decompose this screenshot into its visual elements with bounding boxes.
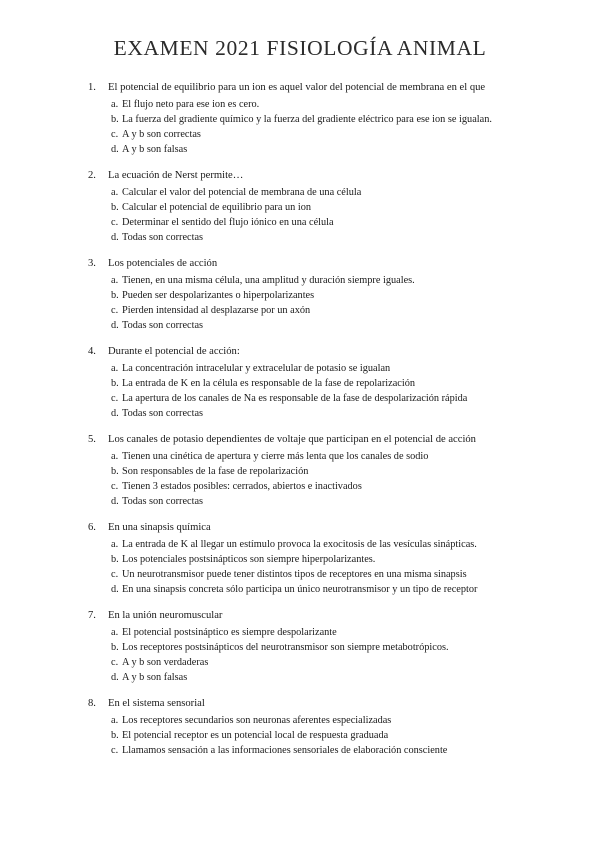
- option-text: Calcular el valor del potencial de membrana de una célula: [122, 187, 362, 198]
- question-number: 8.: [88, 698, 96, 709]
- option-letter: d.: [111, 584, 119, 595]
- page-title: EXAMEN 2021 FISIOLOGÍA ANIMAL: [113, 36, 487, 60]
- option-letter: c.: [111, 569, 119, 580]
- option-text: La fuerza del gradiente químico y la fuerza del gradiente eléctrico para ese ion se igualan.: [122, 114, 492, 125]
- question-item: [0, 522, 600, 610]
- option-text: A y b son verdaderas: [122, 657, 209, 668]
- option-text: El potencial postsináptico es siempre despolarizante: [122, 627, 337, 638]
- option-letter: c.: [111, 657, 119, 668]
- option-text: A y b son correctas: [122, 129, 201, 140]
- answer-option: [0, 144, 600, 159]
- answer-option: [0, 554, 600, 569]
- option-letter: d.: [111, 496, 119, 507]
- option-letter: b.: [111, 378, 119, 389]
- question-number: 3.: [88, 258, 96, 269]
- option-text: Un neurotransmisor puede tener distintos tipos de receptores en una misma sinapsis: [122, 569, 467, 580]
- question-text: En el sistema sensorial: [108, 698, 205, 709]
- question-header: [0, 698, 600, 713]
- question-header: [0, 346, 600, 361]
- option-text: Llamamos sensación a las informaciones sensoriales de elaboración consciente: [122, 745, 448, 756]
- answer-option: [0, 129, 600, 144]
- option-text: Tienen 3 estados posibles: cerrados, abiertos e inactivados: [122, 481, 362, 492]
- option-text: Los receptores secundarios son neuronas aferentes especializadas: [122, 715, 392, 726]
- question-number: 2.: [88, 170, 96, 181]
- option-text: La entrada de K en la célula es responsable de la fase de repolarización: [122, 378, 416, 389]
- option-text: La concentración intracelular y extracelular de potasio se igualan: [122, 363, 391, 374]
- answer-option: [0, 657, 600, 672]
- answer-option: [0, 202, 600, 217]
- question-text: Durante el potencial de acción:: [108, 346, 240, 357]
- option-letter: b.: [111, 466, 119, 477]
- answer-option: [0, 481, 600, 496]
- option-text: En una sinapsis concreta sólo participa un único neurotransmisor y un tipo de receptor: [122, 584, 478, 595]
- option-letter: d.: [111, 672, 119, 683]
- answer-option: [0, 378, 600, 393]
- option-text: A y b son falsas: [122, 144, 188, 155]
- option-letter: b.: [111, 114, 119, 125]
- option-letter: c.: [111, 745, 119, 756]
- question-item: [0, 170, 600, 258]
- option-letter: d.: [111, 408, 119, 419]
- option-text: La apertura de los canales de Na es responsable de la fase de despolarización rápida: [122, 393, 468, 404]
- answer-option: [0, 305, 600, 320]
- option-text: La entrada de K al llegar un estímulo provoca la exocitosis de las vesículas sinápticas.: [122, 539, 477, 550]
- question-text: En una sinapsis química: [108, 522, 211, 533]
- option-text: Todas son correctas: [122, 232, 204, 243]
- option-text: A y b son falsas: [122, 672, 188, 683]
- option-letter: a.: [111, 363, 119, 374]
- question-text: La ecuación de Nerst permite…: [108, 170, 244, 181]
- option-letter: a.: [111, 99, 119, 110]
- option-letter: a.: [111, 539, 119, 550]
- answer-option: [0, 745, 600, 760]
- answer-option: [0, 584, 600, 599]
- option-letter: a.: [111, 715, 119, 726]
- option-letter: b.: [111, 202, 119, 213]
- answer-option: [0, 114, 600, 129]
- answer-option: [0, 451, 600, 466]
- question-text: El potencial de equilibrio para un ion es aquel valor del potencial de membrana en el que: [108, 82, 486, 93]
- answer-option: [0, 290, 600, 305]
- question-header: [0, 82, 600, 97]
- option-text: Todas son correctas: [122, 320, 204, 331]
- option-letter: c.: [111, 393, 119, 404]
- answer-option: [0, 642, 600, 657]
- answer-option: [0, 232, 600, 247]
- option-text: El potencial receptor es un potencial local de respuesta graduada: [122, 730, 389, 741]
- answer-option: [0, 393, 600, 408]
- question-number: 5.: [88, 434, 96, 445]
- answer-option: [0, 715, 600, 730]
- option-text: Los receptores postsinápticos del neurotransmisor son siempre metabotrópicos.: [122, 642, 449, 653]
- answer-option: [0, 627, 600, 642]
- option-text: Determinar el sentido del flujo iónico en una célula: [122, 217, 334, 228]
- question-number: 4.: [88, 346, 96, 357]
- option-text: Todas son correctas: [122, 496, 204, 507]
- question-item: [0, 434, 600, 522]
- question-header: [0, 170, 600, 185]
- option-text: Tienen una cinética de apertura y cierre más lenta que los canales de sodio: [122, 451, 429, 462]
- question-item: [0, 82, 600, 170]
- answer-option: [0, 408, 600, 423]
- question-number: 7.: [88, 610, 96, 621]
- option-text: Son responsables de la fase de repolarización: [122, 466, 309, 477]
- question-item: [0, 258, 600, 346]
- question-item: [0, 610, 600, 698]
- question-number: 6.: [88, 522, 96, 533]
- option-text: Los potenciales postsinápticos son siempre hiperpolarizantes.: [122, 554, 376, 565]
- answer-option: [0, 187, 600, 202]
- option-text: Pueden ser despolarizantes o hiperpolarizantes: [122, 290, 315, 301]
- option-letter: c.: [111, 305, 119, 316]
- question-header: [0, 610, 600, 625]
- option-letter: b.: [111, 642, 119, 653]
- question-header: [0, 522, 600, 537]
- answer-option: [0, 320, 600, 335]
- answer-option: [0, 539, 600, 554]
- option-letter: a.: [111, 275, 119, 286]
- option-letter: c.: [111, 217, 119, 228]
- option-letter: c.: [111, 129, 119, 140]
- answer-option: [0, 496, 600, 511]
- answer-option: [0, 569, 600, 584]
- option-letter: d.: [111, 320, 119, 331]
- question-item: [0, 346, 600, 434]
- answer-option: [0, 99, 600, 114]
- question-text: Los canales de potasio dependientes de voltaje que participan en el potencial de acción: [108, 434, 476, 445]
- question-text: Los potenciales de acción: [108, 258, 218, 269]
- question-list: [0, 82, 600, 786]
- answer-option: [0, 466, 600, 481]
- option-text: Pierden intensidad al desplazarse por un axón: [122, 305, 311, 316]
- answer-option: [0, 672, 600, 687]
- question-number: 1.: [88, 82, 96, 93]
- answer-option: [0, 730, 600, 745]
- answer-option: [0, 217, 600, 232]
- option-letter: a.: [111, 187, 119, 198]
- option-letter: c.: [111, 481, 119, 492]
- option-letter: a.: [111, 627, 119, 638]
- question-header: [0, 258, 600, 273]
- question-header: [0, 434, 600, 449]
- answer-option: [0, 275, 600, 290]
- option-text: El flujo neto para ese ion es cero.: [122, 99, 260, 110]
- option-text: Calcular el potencial de equilibrio para un ion: [122, 202, 311, 213]
- question-item: [0, 698, 600, 786]
- option-letter: a.: [111, 451, 119, 462]
- option-letter: b.: [111, 554, 119, 565]
- option-text: Tienen, en una misma célula, una amplitud y duración siempre iguales.: [122, 275, 415, 286]
- option-letter: d.: [111, 144, 119, 155]
- option-letter: b.: [111, 290, 119, 301]
- option-letter: b.: [111, 730, 119, 741]
- option-letter: d.: [111, 232, 119, 243]
- option-text: Todas son correctas: [122, 408, 204, 419]
- answer-option: [0, 363, 600, 378]
- question-text: En la unión neuromuscular: [108, 610, 223, 621]
